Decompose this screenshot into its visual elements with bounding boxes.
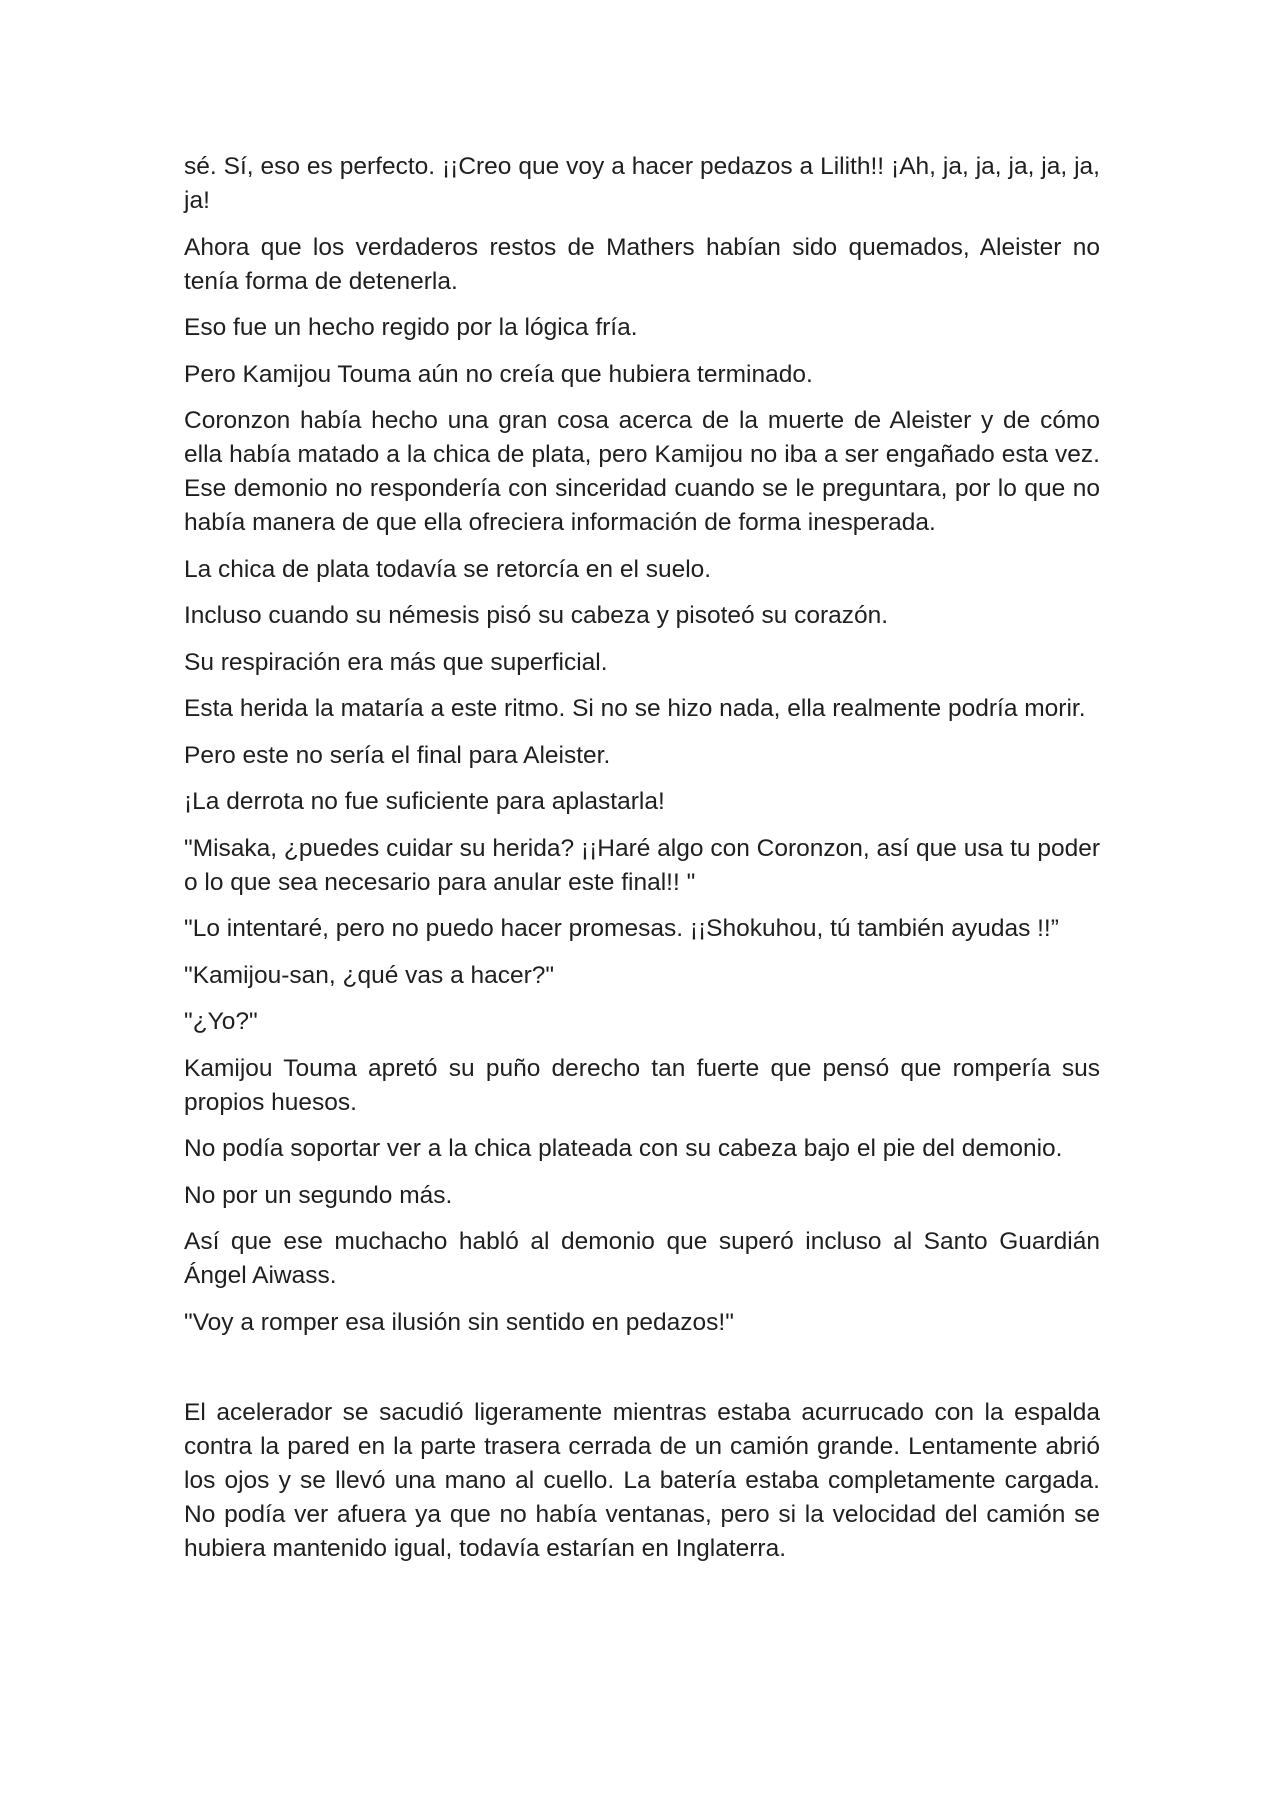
paragraph: No podía soportar ver a la chica plateada con su cabeza bajo el pie del demonio. [184,1135,1063,1162]
paragraph: El acelerador se sacudió ligeramente mientras estaba acurrucado con la espalda contra la pared en la parte trasera cerrada de un camión grande. Lentamente abrió los ojos y se llevó una mano al cuello. La batería estaba completamente cargada. No podía ver afuera ya que no había ventanas, pero si la velocidad del camión se hubiera mantenido igual, todavía estarían en Inglaterra. [184,1399,1100,1562]
section-break [184,1352,1100,1396]
paragraph: Incluso cuando su némesis pisó su cabeza y pisoteó su corazón. [184,602,889,629]
paragraph: "Lo intentaré, pero no puedo hacer promesas. ¡¡Shokuhou, tú también ayudas !!” [184,915,1059,942]
paragraph: "Misaka, ¿puedes cuidar su herida? ¡¡Haré algo con Coronzon, así que usa tu poder o lo que sea necesario para anular este final!! " [184,834,1100,896]
paragraph: Pero Kamijou Touma aún no creía que hubiera terminado. [184,360,813,388]
paragraph: La chica de plata todavía se retorcía en el suelo. [184,555,712,583]
paragraph: No por un segundo más. [184,1181,453,1209]
paragraph: Su respiración era más que superficial. [184,648,608,676]
paragraph: Pero este no sería el final para Aleister. [184,741,611,769]
paragraph: Coronzon había hecho una gran cosa acerca de la muerte de Aleister y de cómo ella había matado a la chica de plata, pero Kamijou no iba a ser engañado esta vez. Ese demonio no respondería con sinceridad cuando se le preguntara, por lo que no había manera de que ella ofreciera información de forma inesperada. [184,407,1100,536]
paragraph: Esta herida la mataría a este ritmo. Si no se hizo nada, ella realmente podría morir. [184,695,1086,722]
paragraph: "Voy a romper esa ilusión sin sentido en pedazos!" [184,1308,734,1336]
paragraph: Ahora que los verdaderos restos de Mathers habían sido quemados, Aleister no tenía forma de detenerla. [184,233,1100,295]
paragraph: ¡La derrota no fue suficiente para aplastarla! [184,788,665,815]
paragraph: Eso fue un hecho regido por la lógica fría. [184,314,638,341]
body-text [184,150,1100,1579]
paragraph: Kamijou Touma apretó su puño derecho tan fuerte que pensó que rompería sus propios huesos. [184,1054,1100,1116]
paragraph: Así que ese muchacho habló al demonio que superó incluso al Santo Guardián Ángel Aiwass. [184,1228,1100,1289]
paragraph: "Kamijou-san, ¿qué vas a hacer?" [184,961,555,989]
paragraph: "¿Yo?" [184,1008,258,1035]
paragraph: sé. Sí, eso es perfecto. ¡¡Creo que voy a hacer pedazos a Lilith!! ¡Ah, ja, ja, ja, ja, ja, ja! [184,153,1100,214]
